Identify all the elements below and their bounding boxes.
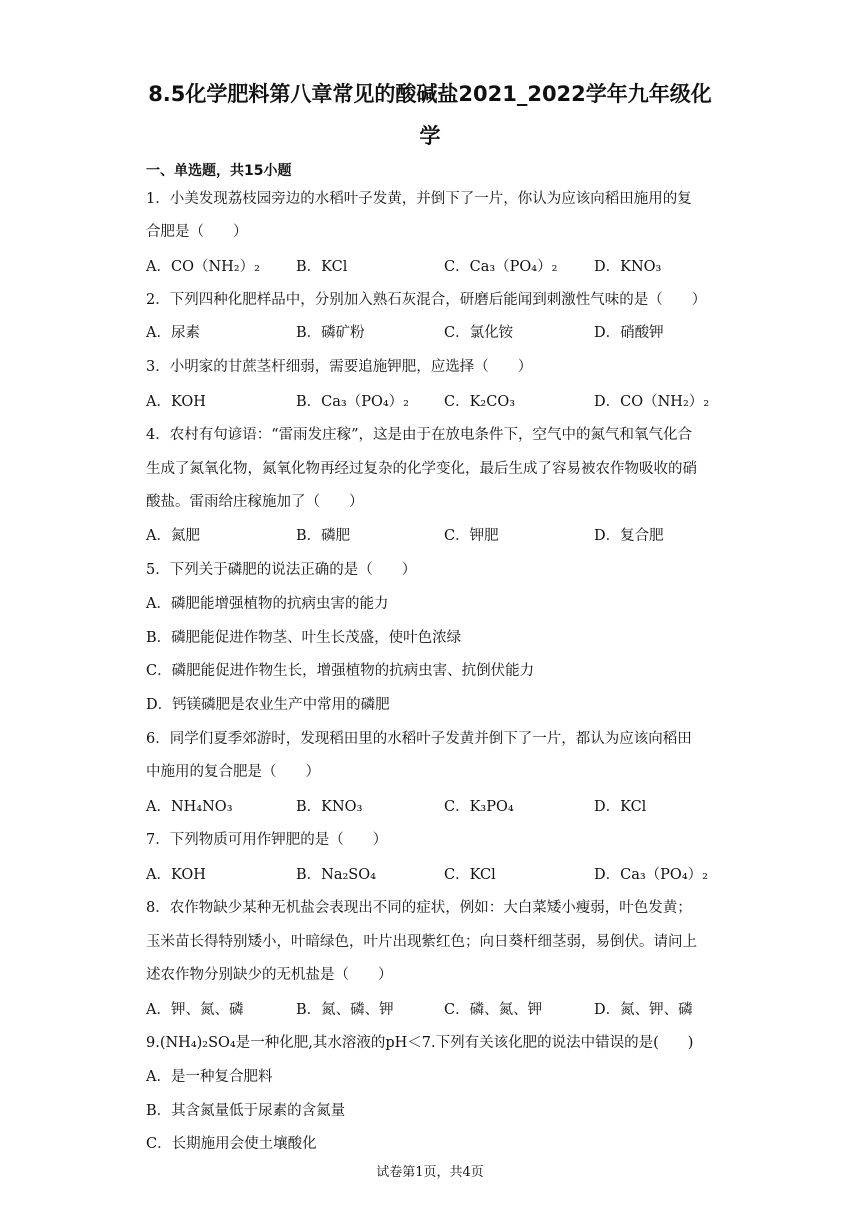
q6-option-c: C．K₃PO₄: [444, 799, 514, 815]
q4-options: [146, 524, 726, 544]
q8-stem-line3: 述农作物分别缺少的无机盐是（ ）: [146, 967, 393, 983]
q6-option-d: D．KCl: [594, 799, 647, 815]
q3-stem-line1: 3．小明家的甘蔗茎杆细弱，需要追施钾肥，应选择（ ）: [146, 359, 533, 375]
q7-option-d: D．Ca₃（PO₄）₂: [594, 867, 708, 883]
q3-option-b: B．Ca₃（PO₄）₂: [296, 394, 409, 410]
q3-option-a: A．KOH: [146, 394, 206, 410]
q3-option-d: D．CO（NH₂）₂: [594, 394, 710, 410]
q2-option-a: A．尿素: [146, 325, 200, 341]
q5-option-b: B．磷肥能促进作物茎、叶生长茂盛，使叶色浓绿: [146, 630, 462, 646]
q4-option-a: A．氮肥: [146, 528, 200, 544]
q4-option-d: D．复合肥: [594, 528, 664, 544]
q7-stem-line1: 7．下列物质可用作钾肥的是（ ）: [146, 832, 388, 848]
q1-options: [146, 255, 726, 275]
q9-option-c: C．长期施用会使土壤酸化: [146, 1136, 317, 1152]
q1-stem-line2: 合肥是（ ）: [146, 224, 248, 240]
q9-option-a: A．是一种复合肥料: [146, 1069, 273, 1085]
q9-option-b: B．其含氮量低于尿素的含氮量: [146, 1103, 346, 1119]
q1-option-a: A．CO（NH₂）₂: [146, 259, 260, 275]
q8-stem-line2: 玉米苗长得特别矮小，叶暗绿色，叶片出现紫红色；向日葵杆细茎弱，易倒伏。请问上: [146, 934, 697, 950]
q7-option-b: B．Na₂SO₄: [296, 867, 376, 883]
q1-stem-line1: 1．小美发现荔枝园旁边的水稻叶子发黄，并倒下了一片，你认为应该向稻田施用的复: [146, 191, 692, 207]
q4-stem-line1: 4．农村有句谚语：“雷雨发庄稼”，这是由于在放电条件下，空气中的氮气和氧气化合: [146, 427, 693, 443]
q6-stem-line2: 中施用的复合肥是（ ）: [146, 764, 320, 780]
q2-option-d: D．硝酸钾: [594, 325, 664, 341]
q6-option-b: B．KNO₃: [296, 799, 363, 815]
q1-option-b: B．KCl: [296, 259, 348, 275]
q5-stem-line1: 5．下列关于磷肥的说法正确的是（ ）: [146, 562, 417, 578]
q2-option-b: B．磷矿粉: [296, 325, 365, 341]
q4-option-c: C．钾肥: [444, 528, 499, 544]
q4-stem-line2: 生成了氮氧化物，氮氧化物再经过复杂的化学变化，最后生成了容易被农作物吸收的硝: [146, 461, 697, 477]
doc-title-line1: 8.5化学肥料第八章常见的酸碱盐2021_2022学年九年级化: [148, 82, 712, 106]
page-footer: 试卷第1页，共4页: [376, 1165, 484, 1180]
q9-stem-line1: 9.(NH₄)₂SO₄是一种化肥,其水溶液的pH＜7.下列有关该化肥的说法中错误的是( ): [146, 1035, 694, 1051]
q1-option-c: C．Ca₃（PO₄）₂: [444, 259, 558, 275]
q4-stem-line3: 酸盐。雷雨给庄稼施加了（ ）: [146, 494, 364, 510]
q8-options: [146, 998, 726, 1018]
q2-stem-line1: 2．下列四种化肥样品中，分别加入熟石灰混合，研磨后能闻到刺激性气味的是（ ）: [146, 292, 707, 308]
q8-option-a: A．钾、氮、磷: [146, 1002, 244, 1018]
section-heading: 一、单选题，共15小题: [146, 163, 292, 179]
q4-option-b: B．磷肥: [296, 528, 351, 544]
q8-option-c: C．磷、氮、钾: [444, 1002, 543, 1018]
q5-option-d: D．钙镁磷肥是农业生产中常用的磷肥: [146, 697, 390, 713]
q7-option-c: C．KCl: [444, 867, 496, 883]
q8-option-b: B．氮、磷、钾: [296, 1002, 394, 1018]
q7-option-a: A．KOH: [146, 867, 206, 883]
q6-option-a: A．NH₄NO₃: [146, 799, 233, 815]
q2-options: [146, 321, 726, 341]
doc-title-line2: 学: [419, 124, 441, 148]
q1-option-d: D．KNO₃: [594, 259, 662, 275]
q5-option-a: A．磷肥能增强植物的抗病虫害的能力: [146, 596, 389, 612]
q8-option-d: D．氮、钾、磷: [594, 1002, 693, 1018]
q3-options: [146, 390, 726, 410]
q5-option-c: C．磷肥能促进作物生长，增强植物的抗病虫害、抗倒伏能力: [146, 663, 535, 679]
q7-options: [146, 863, 726, 883]
q8-stem-line1: 8．农作物缺少某种无机盐会表现出不同的症状，例如：大白菜矮小瘦弱，叶色发黄；: [146, 900, 692, 916]
q6-options: [146, 795, 726, 815]
q2-option-c: C．氯化铵: [444, 325, 514, 341]
q3-option-c: C．K₂CO₃: [444, 394, 516, 410]
q6-stem-line1: 6．同学们夏季郊游时，发现稻田里的水稻叶子发黄并倒下了一片，都认为应该向稻田: [146, 731, 692, 747]
